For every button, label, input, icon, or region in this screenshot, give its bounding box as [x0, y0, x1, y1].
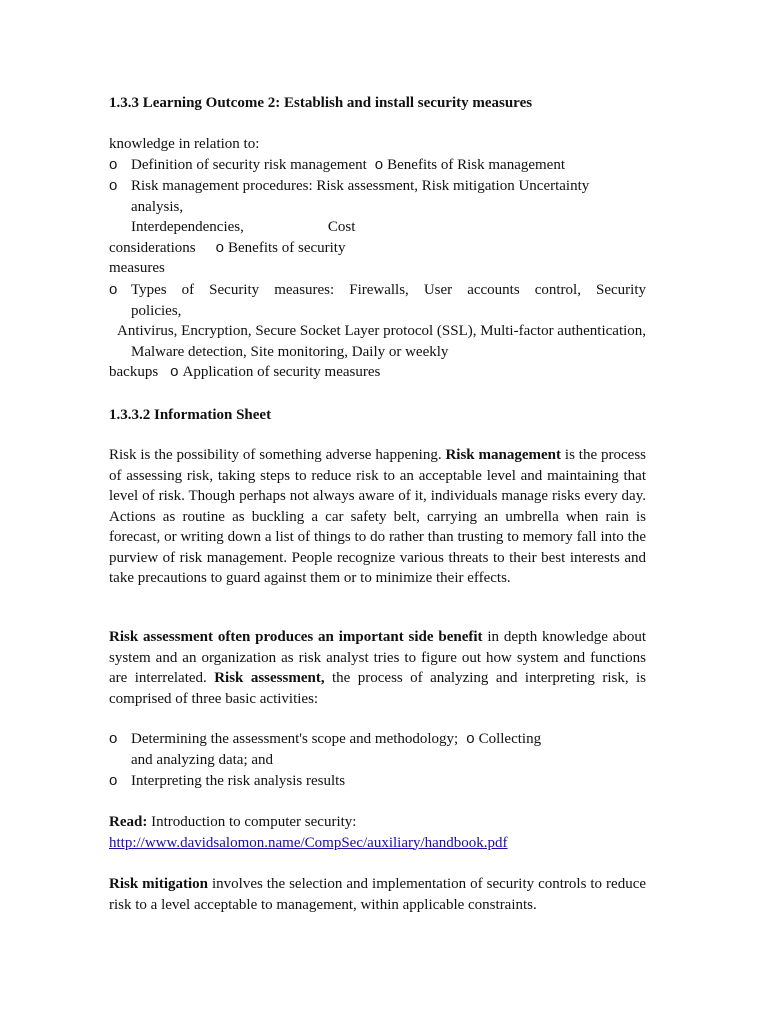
intro-text: knowledge in relation to:	[109, 136, 260, 152]
list-item-text: Interdependencies,	[131, 219, 244, 235]
list-item-text: Interpreting the risk analysis results	[131, 773, 346, 789]
paragraph-text: in depth knowledge about system and an organization as risk analyst tries to figure out how system and functions are interrelated.	[109, 629, 647, 686]
list-item-text: Antivirus, Encryption, Secure Socket Layer protocol (SSL), Multi-factor authentication,	[117, 323, 647, 339]
list-item-text: analysis,	[131, 198, 184, 215]
list-item	[109, 155, 646, 176]
list-item-text: Malware detection, Site monitoring, Daily or weekly	[131, 343, 449, 360]
list-item-text: Cost	[327, 219, 356, 235]
list-item	[109, 771, 646, 792]
paragraph-bold-term: Risk mitigation	[109, 876, 208, 892]
list-item-text: Definition of security risk management	[131, 157, 367, 173]
bullet-icon: o	[109, 281, 118, 298]
read-reference	[109, 812, 646, 853]
list-item-text: Benefits of Risk management	[387, 157, 566, 173]
paragraph-bold-term: Risk assessment,	[214, 670, 325, 686]
list-item	[109, 280, 646, 383]
list-item-text: Benefits of security	[228, 239, 346, 256]
list-item-text: Determining the assessment's scope and methodology;	[131, 731, 459, 747]
list-item-text: and analyzing data; and	[131, 751, 274, 768]
paragraph-bold-term: Risk management	[445, 447, 562, 463]
risk-assessment-paragraph	[109, 627, 646, 709]
bullet-icon: o	[109, 156, 118, 173]
list-item-text: Collecting	[478, 731, 542, 747]
risk-management-paragraph	[109, 445, 646, 589]
bullet-icon: o	[109, 772, 118, 789]
list-item	[109, 176, 646, 279]
learning-outcome-heading: 1.3.3 Learning Outcome 2: Establish and install security measures	[109, 95, 533, 111]
paragraph-text: the process of analyzing and interpreting risk, is comprised of three basic activities:	[109, 670, 647, 707]
list-item-text: policies,	[131, 302, 182, 319]
list-item-text: Application of security measures	[182, 364, 381, 380]
bullet-icon: o	[466, 730, 475, 747]
list-item-text: considerations	[109, 239, 196, 256]
read-label: Read:	[109, 814, 148, 830]
paragraph-text: is the process of assessing risk, taking steps to reduce risk to an acceptable level and maintaining that level of risk. Though perhaps not always aware of it, individuals manage risks every day. Actions as routine as buckling a car safety belt, carrying an umbrella when rain is forecast, or writing down a list of things to do rather than trusting to memory fall into the purview of risk management. People recognize various threats to their best interests and take precautions to guard against them or to minimize their effects.	[109, 447, 647, 586]
list-item-text: Types of Security measures: Firewalls, User accounts control, Security	[131, 282, 646, 298]
bullet-icon: o	[374, 156, 384, 173]
information-sheet-heading: 1.3.3.2 Information Sheet	[109, 407, 272, 423]
paragraph-text: Risk is the possibility of something adverse happening.	[109, 447, 442, 463]
risk-mitigation-paragraph	[109, 874, 646, 915]
bullet-icon: o	[109, 177, 118, 194]
list-item-text: Risk management procedures: Risk assessment, Risk mitigation Uncertainty	[131, 178, 590, 194]
list-item	[109, 729, 646, 770]
bullet-icon: o	[215, 238, 224, 256]
list-item-text: backups	[109, 364, 159, 380]
bullet-icon: o	[109, 730, 118, 747]
bullet-icon: o	[170, 363, 179, 380]
list-item-text: measures	[109, 260, 165, 276]
read-text: Introduction to computer security:	[151, 814, 357, 830]
paragraph-bold-term: Risk assessment often produces an important side benefit	[109, 629, 483, 645]
handbook-link[interactable]: http://www.davidsalomon.name/CompSec/auxiliary/handbook.pdf	[109, 834, 508, 851]
paragraph-text: involves the selection and implementation of security controls to reduce risk to a level acceptable to management, within applicable constraints.	[109, 876, 647, 913]
